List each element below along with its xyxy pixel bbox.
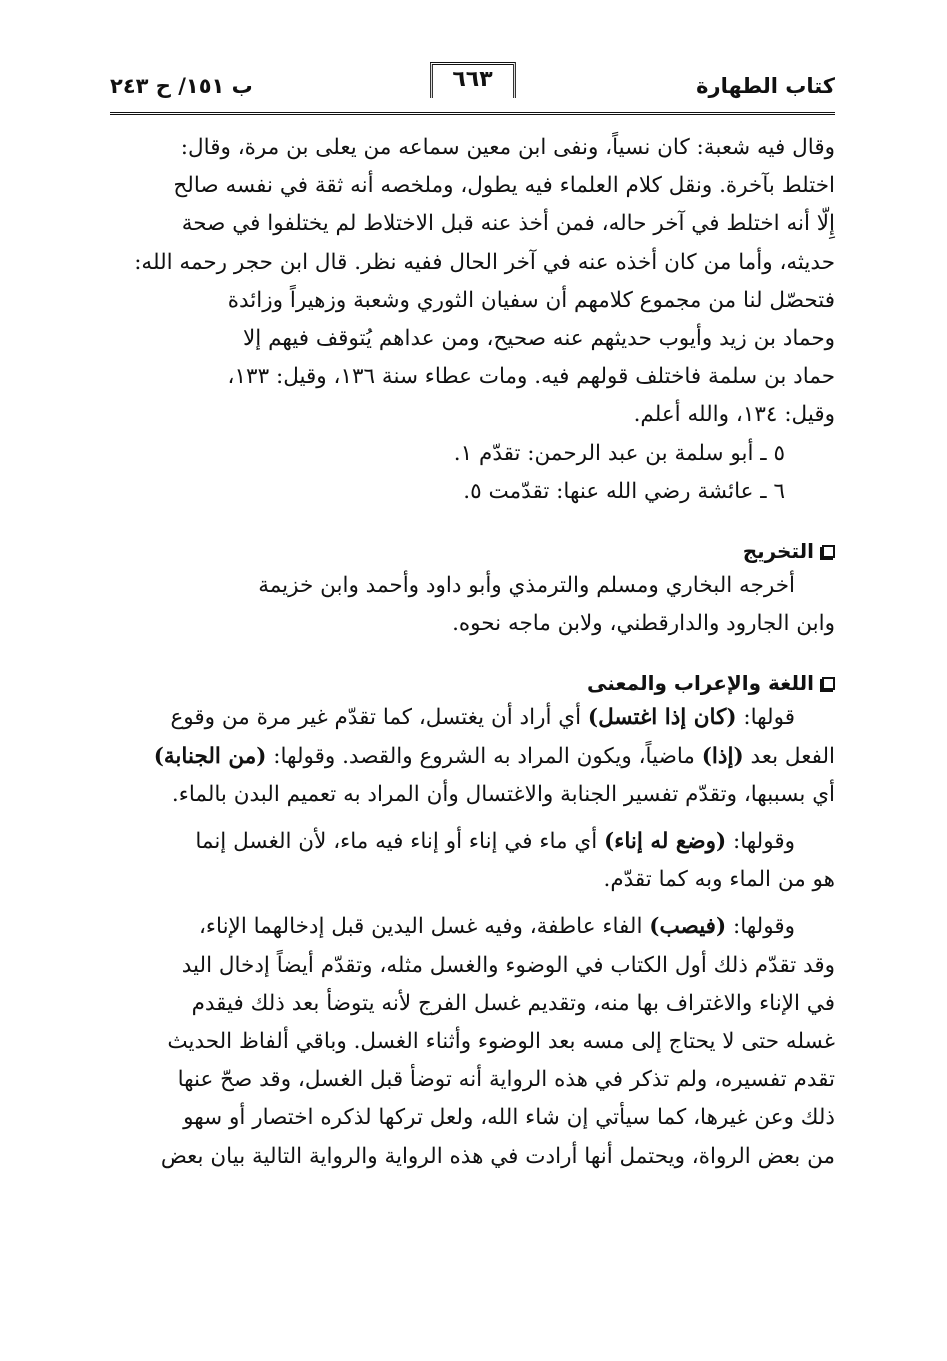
narrator-note-5: ٥ ـ أبو سلمة بن عبد الرحمن: تقدّم ١. — [453, 440, 785, 466]
text-line: إِلّا أنه اختلط في آخر حاله، فمن أخذ عنه قبل الاختلاط لم يختلفوا في صحة — [181, 211, 835, 237]
text-line: قولها: (كان إذا اغتسل) أي أراد أن يغتسل، كما تقدّم غير مرة من وقوع — [170, 705, 795, 731]
text-line: هو من الماء وبه كما تقدّم. — [603, 867, 835, 893]
language-paragraph-2 — [110, 823, 835, 899]
text-line: أي بسببها، وتقدّم تفسير الجنابة والاغتسال وأن المراد به تعميم البدن بالماء. — [171, 781, 835, 807]
text-line: وقولها: (فيصب) الفاء عاطفة، وفيه غسل اليدين قبل إدخالهما الإناء، — [198, 914, 795, 940]
text-line: أخرجه البخاري ومسلم والترمذي وأبو داود وأحمد وابن خزيمة — [258, 573, 795, 599]
section-heading-takhrij — [110, 535, 835, 567]
page-number: ٦٦٣ — [429, 62, 515, 98]
hadith-reference: ب ١٥١/ ح ٢٤٣ — [110, 74, 253, 98]
text-line: الفعل بعد (إذا) ماضياً، ويكون المراد به الشروع والقصد. وقولها: (من الجنابة) — [153, 743, 835, 769]
text-line: وابن الجارود والدارقطني، ولابن ماجه نحوه. — [452, 611, 835, 637]
text-line: وقولها: (وضع له إناء) أي ماء في إناء أو إناء فيه ماء، لأن الغسل إنما — [195, 829, 795, 855]
text-line: تقدم تفسيره، ولم تذكر في هذه الرواية أنه توضأ قبل الغسل، وقد صحّ عنها — [177, 1067, 835, 1093]
square-bullet-icon — [822, 677, 835, 690]
takhrij-paragraph — [110, 567, 835, 643]
narrator-note-6: ٦ ـ عائشة رضي الله عنها: تقدّمت ٥. — [463, 478, 785, 504]
text-line: غسله حتى لا يحتاج إلى مسه بعد الوضوء وأثناء الغسل. وباقي ألفاظ الحديث — [167, 1029, 835, 1055]
text-line: فتحصّل لنا من مجموع كلامهم أن سفيان الثوري وشعبة وزهيراً وزائدة — [227, 287, 835, 313]
text-line: من بعض الرواة، ويحتمل أنها أرادت في هذه الرواية والرواية التالية بيان بعض — [160, 1143, 835, 1169]
quoted-phrase: (من الجنابة) — [153, 743, 267, 769]
text-line: ذلك وعن غيرها، كما سيأتي إن شاء الله، ولعل تركها لذكره اختصار أو سهو — [183, 1105, 835, 1131]
section-title: اللغة والإعراب والمعنى — [586, 671, 814, 696]
text-line: وقد تقدّم ذلك أول الكتاب في الوضوء والغسل مثله، وتقدّم أيضاً إدخال اليد — [181, 952, 835, 978]
language-paragraph-1 — [110, 699, 835, 814]
quoted-phrase: (وضع له إناء) — [604, 829, 727, 855]
text-line: اختلط بآخرة. ونقل كلام العلماء فيه يطول، وملخصه أنه ثقة في نفسه صالح — [173, 173, 835, 199]
text-line: حديثه، وأما من كان أخذه عنه في آخر الحال ففيه نظر. قال ابن حجر رحمه الله: — [134, 249, 835, 275]
quoted-phrase: (إذا) — [701, 743, 744, 769]
quoted-phrase: (كان إذا اغتسل) — [587, 705, 737, 731]
language-paragraph-3 — [110, 908, 835, 1175]
section-heading-language — [110, 667, 835, 699]
page-content — [110, 115, 835, 1176]
text-line: وقيل: ١٣٤، والله أعلم. — [633, 402, 835, 428]
quoted-phrase: (فيصب) — [649, 914, 727, 940]
page-header — [110, 60, 835, 115]
section-title: التخريج — [742, 539, 814, 564]
text-line: وحماد بن زيد وأيوب حديثهم عنه صحيح، ومن عداهم يُتوقف فيهم إلا — [243, 326, 835, 352]
square-bullet-icon — [822, 545, 835, 558]
book-title: كتاب الطهارة — [696, 74, 835, 98]
narrator-paragraph — [110, 129, 835, 435]
text-line: في الإناء والاغتراف بها منه، وتقديم غسل الفرج لأنه يتوضأ بعد ذلك فيقدم — [191, 990, 835, 1016]
text-line: وقال فيه شعبة: كان نسياً، ونفى ابن معين سماعه من يعلى بن مرة، وقال: — [180, 135, 835, 160]
text-line: حماد بن سلمة فاختلف قولهم فيه. ومات عطاء سنة ١٣٦، وقيل: ١٣٣، — [227, 364, 835, 390]
